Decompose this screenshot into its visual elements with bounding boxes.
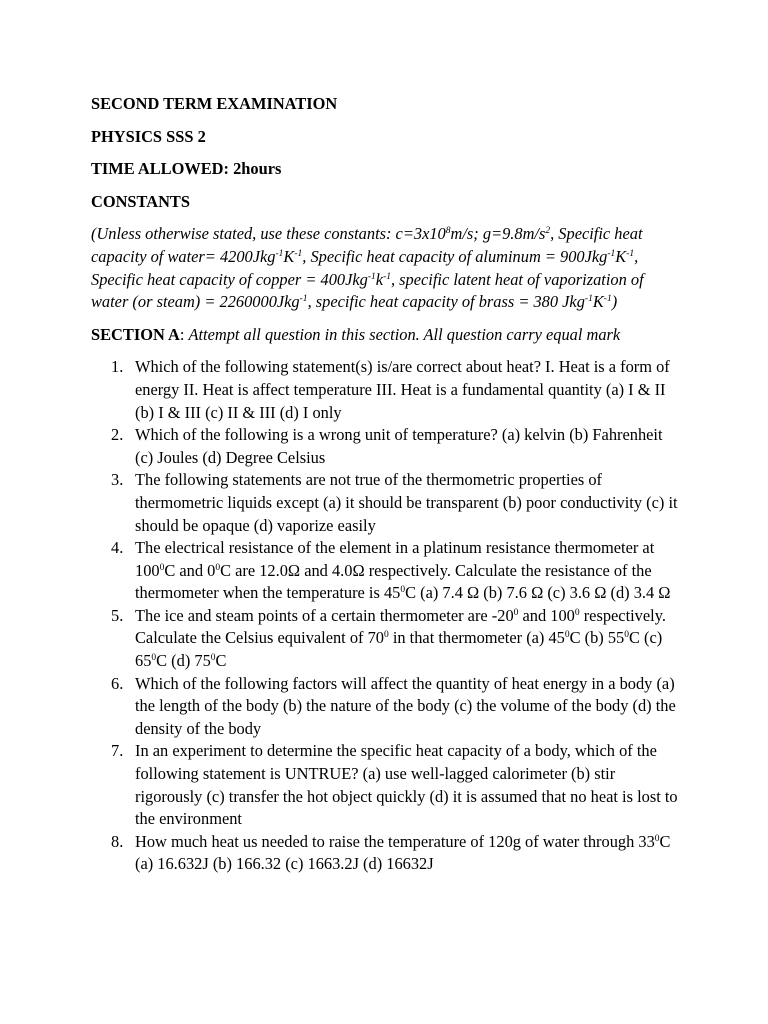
question-text: C (a) 16.632J (b) 166.32 (c) 1663.2J (d) 16632J — [135, 831, 671, 874]
superscript: 0 — [654, 833, 660, 844]
constants-text: K — [592, 292, 604, 312]
superscript: 8 — [445, 226, 451, 237]
superscript: 0 — [159, 562, 165, 573]
constants-text: K — [283, 246, 295, 266]
section-a-title: SECTION A — [91, 324, 180, 344]
question-text: C are 12.0Ω and 4.0Ω respectively. Calculate the resistance of the thermometer when the temperature is 45 — [135, 560, 652, 603]
superscript: -1 — [584, 294, 593, 305]
superscript: 0 — [215, 562, 221, 573]
question-item — [111, 469, 681, 537]
question-number: 8. — [111, 831, 124, 851]
constants-text: ) — [611, 292, 618, 312]
question-text: Which of the following factors will affect the quantity of heat energy in a body (a) the length of the body (b) the nature of the body (c) the volume of the body (d) the density of the body — [135, 673, 676, 738]
constants-text: , specific latent heat of vaporization of water (or steam) = 2260000Jkg — [91, 269, 644, 312]
question-text: C (a) 7.4 Ω (b) 7.6 Ω (c) 3.6 Ω (d) 3.4 Ω — [405, 583, 671, 603]
constants-text: , Specific heat capacity of aluminum = 900Jkg — [302, 246, 608, 266]
question-item — [111, 605, 681, 673]
question-list — [91, 356, 681, 876]
question-number: 2. — [111, 425, 124, 445]
question-number: 4. — [111, 538, 124, 558]
superscript: 0 — [210, 653, 216, 664]
question-text: Which of the following is a wrong unit of temperature? (a) kelvin (b) Fahrenheit (c) Joules (d) Degree Celsius — [135, 425, 663, 467]
question-item — [111, 831, 681, 876]
superscript: 0 — [624, 630, 630, 641]
superscript: 0 — [400, 585, 406, 596]
question-text: In an experiment to determine the specific heat capacity of a body, which of the following statement is UNTRUE? (a) use well-lagged calorimeter (b) stir rigorously (c) transfer the hot object quickly (d) it is assumed that no heat is lost to the environment — [135, 741, 678, 829]
question-number: 6. — [111, 673, 124, 693]
question-number: 1. — [111, 357, 124, 377]
question-text: and 100 — [518, 605, 575, 625]
constants-text: , Specific heat capacity of water= 4200Jkg — [91, 224, 643, 266]
constants-heading: CONSTANTS — [91, 191, 190, 211]
superscript: 0 — [564, 630, 570, 641]
superscript: -1 — [299, 294, 308, 305]
constants-text: , specific heat capacity of brass = 380 Jkg — [307, 292, 585, 312]
constants-paragraph — [91, 223, 681, 313]
subject-class: PHYSICS SSS 2 — [91, 126, 206, 146]
question-item — [111, 356, 681, 424]
section-a-colon: : — [179, 324, 189, 344]
question-number: 3. — [111, 470, 124, 490]
question-text: C — [215, 651, 227, 671]
superscript: -1 — [367, 271, 376, 282]
section-a-instruction: Attempt all question in this section. All question carry equal mark — [188, 324, 621, 344]
superscript: -1 — [294, 248, 303, 259]
superscript: -1 — [603, 294, 612, 305]
constants-text: (Unless otherwise stated, use these constants: c=3x10 — [91, 224, 446, 244]
question-text: C and 0 — [164, 560, 216, 580]
superscript: -1 — [275, 248, 284, 259]
constants-text: m/s; g=9.8m/s — [450, 224, 546, 244]
question-text: The ice and steam points of a certain thermometer are -20 — [135, 605, 514, 625]
exam-page — [91, 93, 681, 876]
superscript: 0 — [574, 607, 580, 618]
question-text: C (d) 75 — [156, 651, 211, 671]
question-text: C (b) 55 — [569, 628, 625, 648]
constants-text: , Specific heat capacity of copper = 400Jkg — [91, 246, 639, 289]
question-item — [111, 424, 681, 469]
section-a-heading — [91, 324, 681, 347]
superscript: 2 — [545, 226, 551, 237]
constants-text: K — [615, 246, 627, 266]
question-item — [111, 740, 681, 830]
question-text: The electrical resistance of the element in a platinum resistance thermometer at 100 — [135, 538, 655, 580]
superscript: 0 — [151, 653, 157, 664]
question-number: 5. — [111, 605, 124, 625]
constants-text: k — [375, 269, 384, 289]
superscript: -1 — [383, 271, 391, 282]
question-text: Which of the following statement(s) is/are correct about heat? I. Heat is a form of energy II. Heat is affect temperature III. Heat is a fundamental quantity (a) I & II (b) I & III (c) II & III (d) I only — [135, 357, 670, 422]
question-item — [111, 673, 681, 741]
question-text: How much heat us needed to raise the temperature of 120g of water through 33 — [135, 831, 655, 851]
superscript: 0 — [383, 630, 389, 641]
question-number: 7. — [111, 741, 124, 761]
question-text: in that thermometer (a) 45 — [388, 628, 565, 648]
question-text: respectively. Calculate the Celsius equivalent of 70 — [135, 605, 666, 648]
exam-title: SECOND TERM EXAMINATION — [91, 94, 338, 113]
question-item — [111, 537, 681, 605]
time-allowed: TIME ALLOWED: 2hours — [91, 159, 282, 179]
question-text: C (c) 65 — [135, 628, 663, 671]
superscript: 0 — [513, 607, 519, 618]
superscript: -1 — [626, 248, 635, 259]
superscript: -1 — [607, 248, 616, 259]
question-text: The following statements are not true of the thermometric properties of thermometric liquids except (a) it should be transparent (b) poor conductivity (c) it should be opaque (d) vaporize easily — [135, 470, 678, 535]
